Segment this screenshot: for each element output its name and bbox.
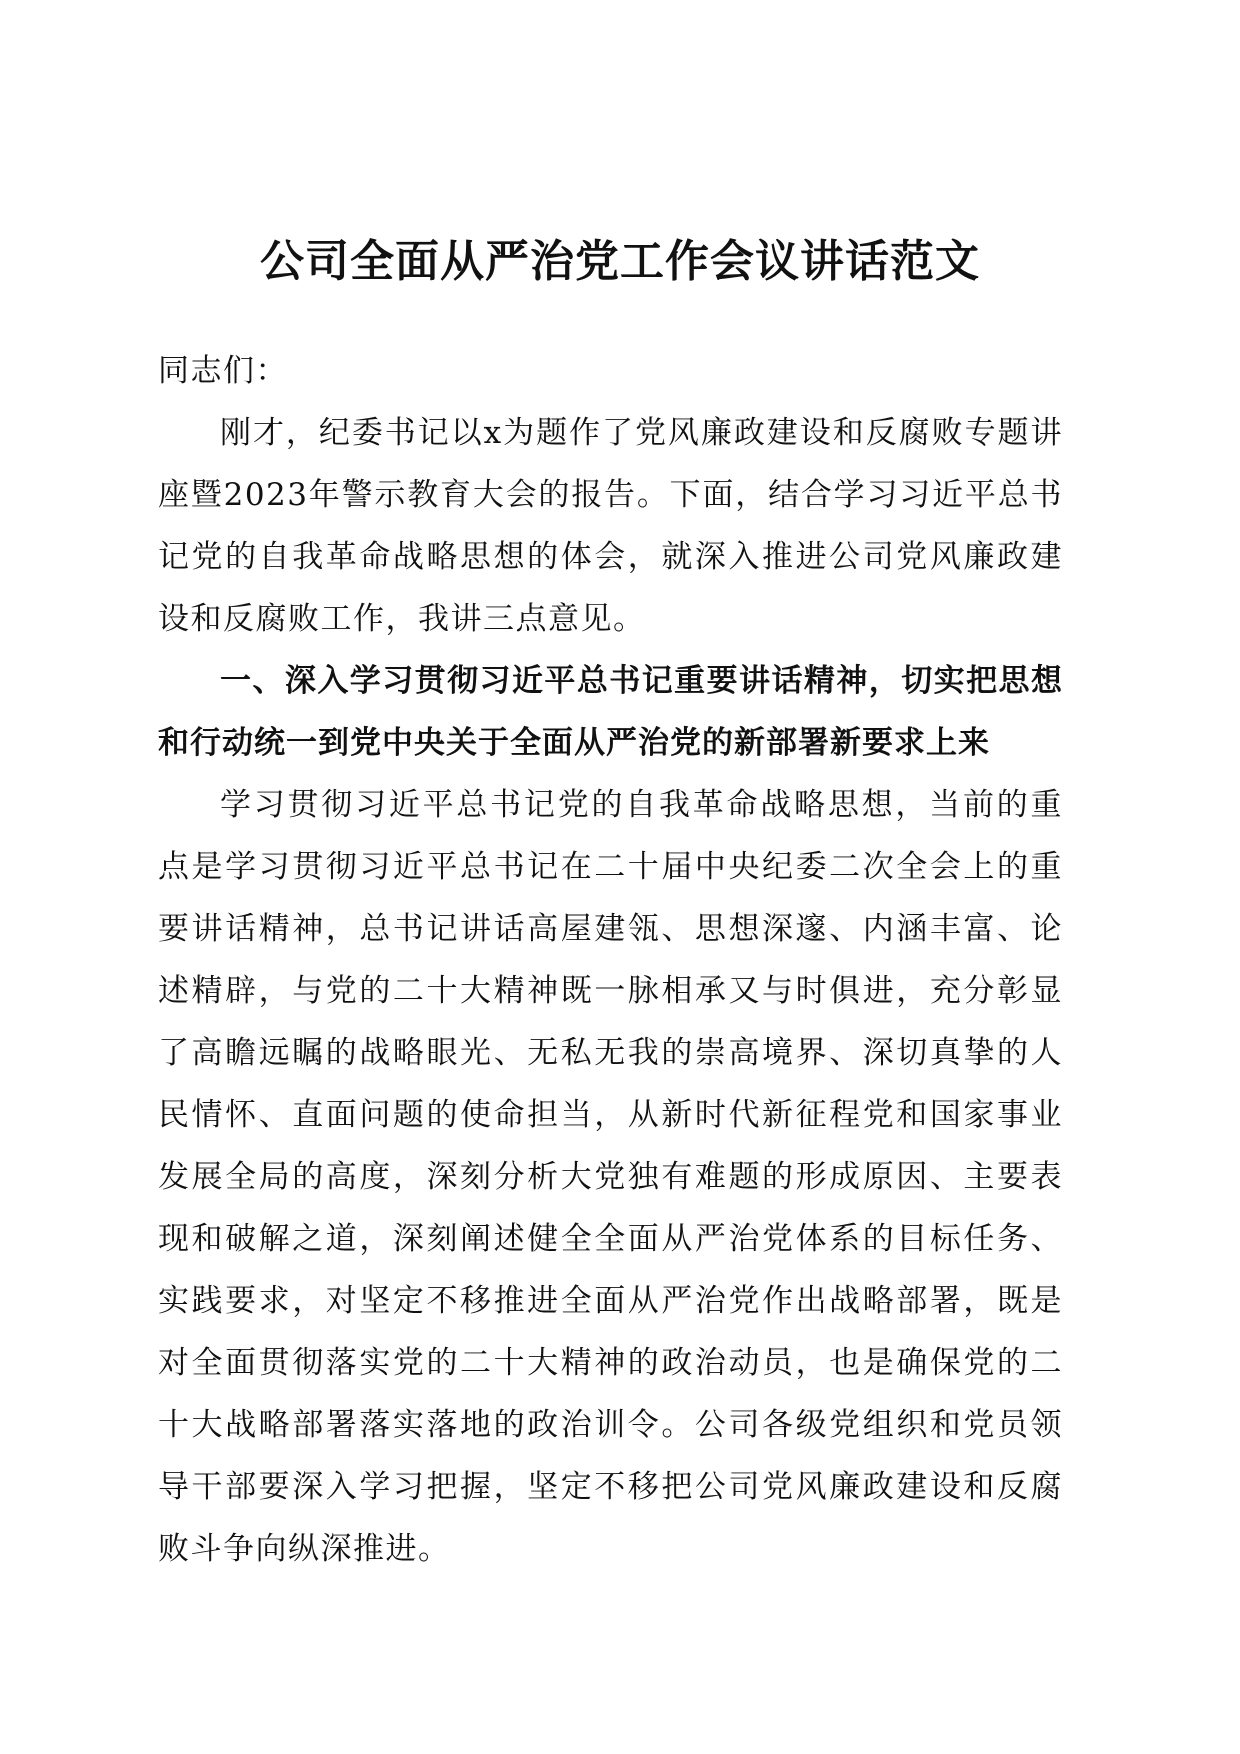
section-1-heading: 一、深入学习贯彻习近平总书记重要讲话精神，切实把思想和行动统一到党中央关于全面从严治党的新部署新要求上来: [158, 663, 1063, 761]
intro-paragraph: 刚才，纪委书记以x为题作了党风廉政建设和反腐败专题讲座暨2023年警示教育大会的报告。下面，结合学习习近平总书记党的自我革命战略思想的体会，就深入推进公司党风廉政建设和反腐败工作，我讲三点意见。: [158, 415, 1063, 637]
document-body: [158, 340, 1063, 1580]
greeting: 同志们：: [158, 353, 288, 389]
section-1-body: 学习贯彻习近平总书记党的自我革命战略思想，当前的重点是学习贯彻习近平总书记在二十届中央纪委二次全会上的重要讲话精神，总书记讲话高屋建瓴、思想深邃、内涵丰富、论述精辟，与党的二十大精神既一脉相承又与时俱进，充分彰显了高瞻远瞩的战略眼光、无私无我的崇高境界、深切真挚的人民情怀、直面问题的使命担当，从新时代新征程党和国家事业发展全局的高度，深刻分析大党独有难题的形成原因、主要表现和破解之道，深刻阐述健全全面从严治党体系的目标任务、实践要求，对坚定不移推进全面从严治党作出战略部署，既是对全面贯彻落实党的二十大精神的政治动员，也是确保党的二十大战略部署落实落地的政治训令。公司各级党组织和党员领导干部要深入学习把握，坚定不移把公司党风廉政建设和反腐败斗争向纵深推进。: [158, 787, 1063, 1567]
document-title: 公司全面从严治党工作会议讲话范文: [260, 236, 980, 287]
